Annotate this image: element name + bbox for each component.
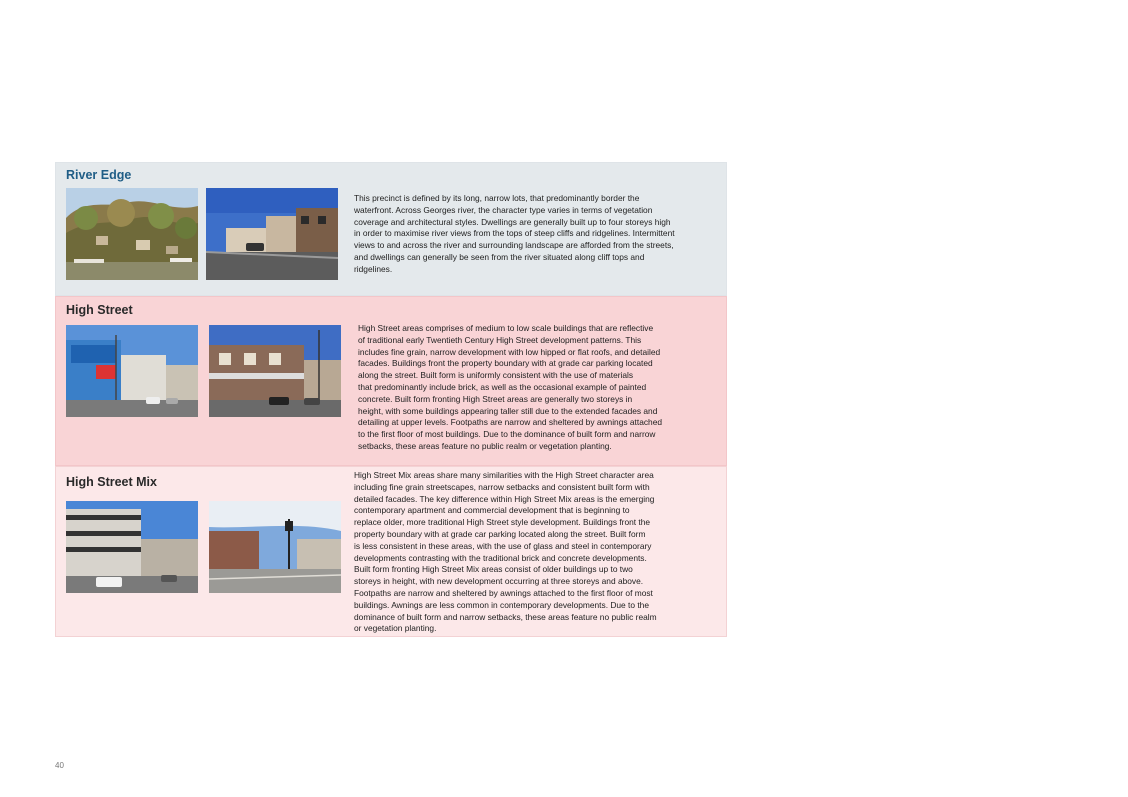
high-street-mix-photo-2 [209,501,341,593]
river-edge-photo-1 [66,188,198,280]
page-number: 40 [55,761,64,770]
section-title: High Street Mix [66,475,157,489]
section-title: High Street [66,303,133,317]
high-street-mix-section [55,466,727,637]
high-street-section [55,296,727,466]
high-street-photo-2 [209,325,341,417]
section-description: High Street Mix areas share many similarities with the High Street character area including fine grain streetscapes, narrow setbacks and consistent built form with detailed facades. The key difference within High Street Mix areas is the emerging contemporary apartment and commercial development that is beginning to replace older, more traditional High Street style development. Buildings front the property boundary with at grade car parking located along the street. Built form is less consistent in these areas, with the use of glass and steel in contemporary developments contrasting with the traditional brick and concrete developments. Built form fronting High Street Mix areas consist of older buildings up to two storeys in height, with new development occurring at three storeys and above. Footpaths are narrow and sheltered by awnings attached to the first floor of most buildings. Awnings are less common in contemporary developments. Due to the dominance of built form and narrow setbacks, these areas feature no public realm or vegetation planting. [354,470,657,634]
section-description: This precinct is defined by its long, narrow lots, that predominantly border the waterfront. Across Georges river, the character type varies in terms of vegetation coverage and architectural styles. Dwellings are generally built up to four storeys high in order to maximise river views from the tops of steep cliffs and ridgelines. Intermittent views to and across the river and surrounding landscape are afforded from the streets, and dwellings can generally be seen from the river situated along cliff tops and ridgelines. [354,193,675,274]
river-edge-section [55,162,727,296]
high-street-mix-photo-1 [66,501,198,593]
river-edge-photo-2 [206,188,338,280]
section-title: River Edge [66,168,132,182]
section-description: High Street areas comprises of medium to low scale buildings that are reflective of traditional early Twentieth Century High Street development patterns. This includes fine grain, narrow development with low hipped or flat roofs, and detailed facades. Buildings front the property boundary with at grade car parking located along the street. Built form is uniformly consistent with the use of materials that predominantly include brick, as well as the occasional example of painted concrete. Built form fronting High Street areas are generally two storeys in height, with some buildings appearing taller still due to the extended facades and detailing at upper levels. Footpaths are narrow and sheltered by awnings attached to the first floor of most buildings. Due to the dominance of built form and narrow setbacks, these areas feature no public realm or vegetation planting. [358,323,663,451]
high-street-photo-1 [66,325,198,417]
